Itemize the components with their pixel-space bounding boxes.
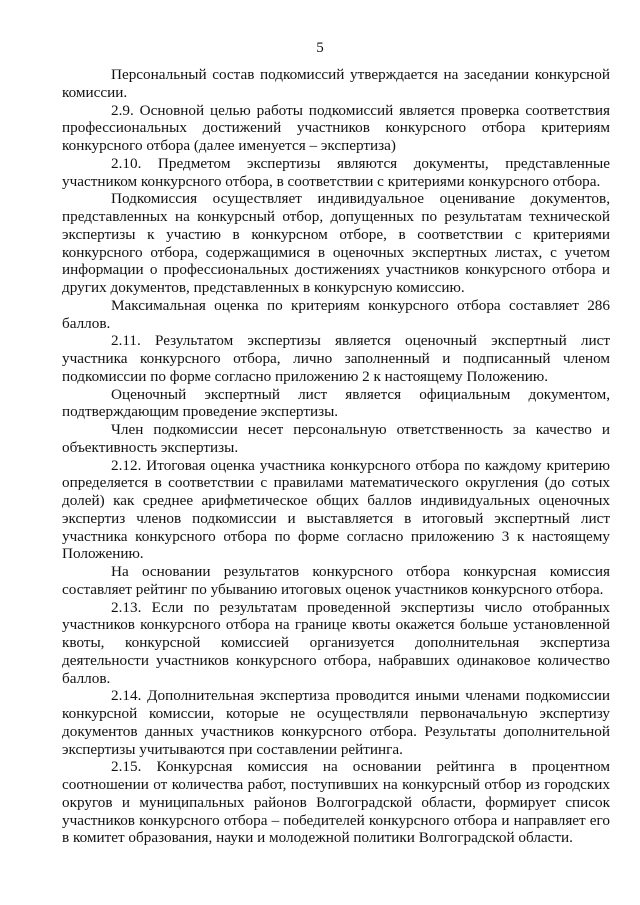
page-number: 5 bbox=[316, 40, 324, 56]
paragraph-2-9: 2.9. Основной целью работы подкомиссий является проверка соответствия профессиональных достижений участников конкурсного отбора критериям конкурсного отбора (далее именуется – экспертиза) bbox=[62, 101, 610, 154]
paragraph-rating: На основании результатов конкурсного отбора конкурсная комиссия составляет рейтинг по убыванию итоговых оценок участников конкурсного отбора. bbox=[62, 563, 610, 598]
paragraph-2-15: 2.15. Конкурсная комиссия на основании рейтинга в процентном соотношении от количества работ, поступивших на конкурсный отбор из городских округов и муниципальных районов Волгоградской области, формирует список участников конкурсного отбора – победителей конкурсного отбора и направляет его в комитет образования, науки и молодежной политики Волгоградской области. bbox=[62, 758, 610, 847]
document-body bbox=[62, 66, 610, 847]
paragraph-expert-sheet: Оценочный экспертный лист является официальным документом, подтверждающим проведение экспертизы. bbox=[62, 385, 610, 421]
paragraph-subcommission-composition: Персональный состав подкомиссий утверждается на заседании конкурсной комиссии. bbox=[62, 66, 610, 101]
paragraph-maximum-score: Максимальная оценка по критериям конкурсного отбора составляет 286 баллов. bbox=[62, 296, 610, 332]
paragraph-2-14: 2.14. Дополнительная экспертиза проводится иными членами подкомиссии конкурсной комиссии, которые не осуществляли первоначальную экспертизу документов данных участников конкурсного отбора. Результаты дополнительной экспертизы учитываются при составлении рейтинга. bbox=[62, 687, 610, 758]
paragraph-2-10: 2.10. Предметом экспертизы являются документы, представленные участником конкурсного отбора, в соответствии с критериями конкурсного отбора. bbox=[62, 154, 610, 190]
paragraph-member-responsibility: Член подкомиссии несет персональную ответственность за качество и объективность экспертизы. bbox=[62, 421, 610, 456]
paragraph-2-11: 2.11. Результатом экспертизы является оценочный экспертный лист участника конкурсного отбора, лично заполненный и подписанный членом подкомиссии по форме согласно приложению 2 к настоящему Положению. bbox=[62, 332, 610, 385]
paragraph-2-12: 2.12. Итоговая оценка участника конкурсного отбора по каждому критерию определяется в соответствии с правилами математического округления (до сотых долей) как среднее арифметическое общих баллов индивидуальных оценочных экспертиз членов подкомиссии и выставляется в итоговый экспертный лист участника конкурсного отбора по форме согласно приложению 3 к настоящему Положению. bbox=[62, 456, 610, 563]
paragraph-2-13: 2.13. Если по результатам проведенной экспертизы число отобранных участников конкурсного отбора на границе квоты окажется больше установленной квоты, конкурсной комиссией организуется дополнительная экспертиза деятельности участников конкурсного отбора, набравших одинаковое количество баллов. bbox=[62, 598, 610, 687]
paragraph-individual-assessment: Подкомиссия осуществляет индивидуальное оценивание документов, представленных на конкурсный отбор, допущенных по результатам технической экспертизы к участию в конкурсном отборе, в соответствии с критериями конкурсного отбора, содержащимися в оценочных экспертных листах, с учетом информации о профессиональных достижениях участников конкурсного отбора и других документов, представленных в конкурсную комиссию. bbox=[62, 190, 610, 296]
